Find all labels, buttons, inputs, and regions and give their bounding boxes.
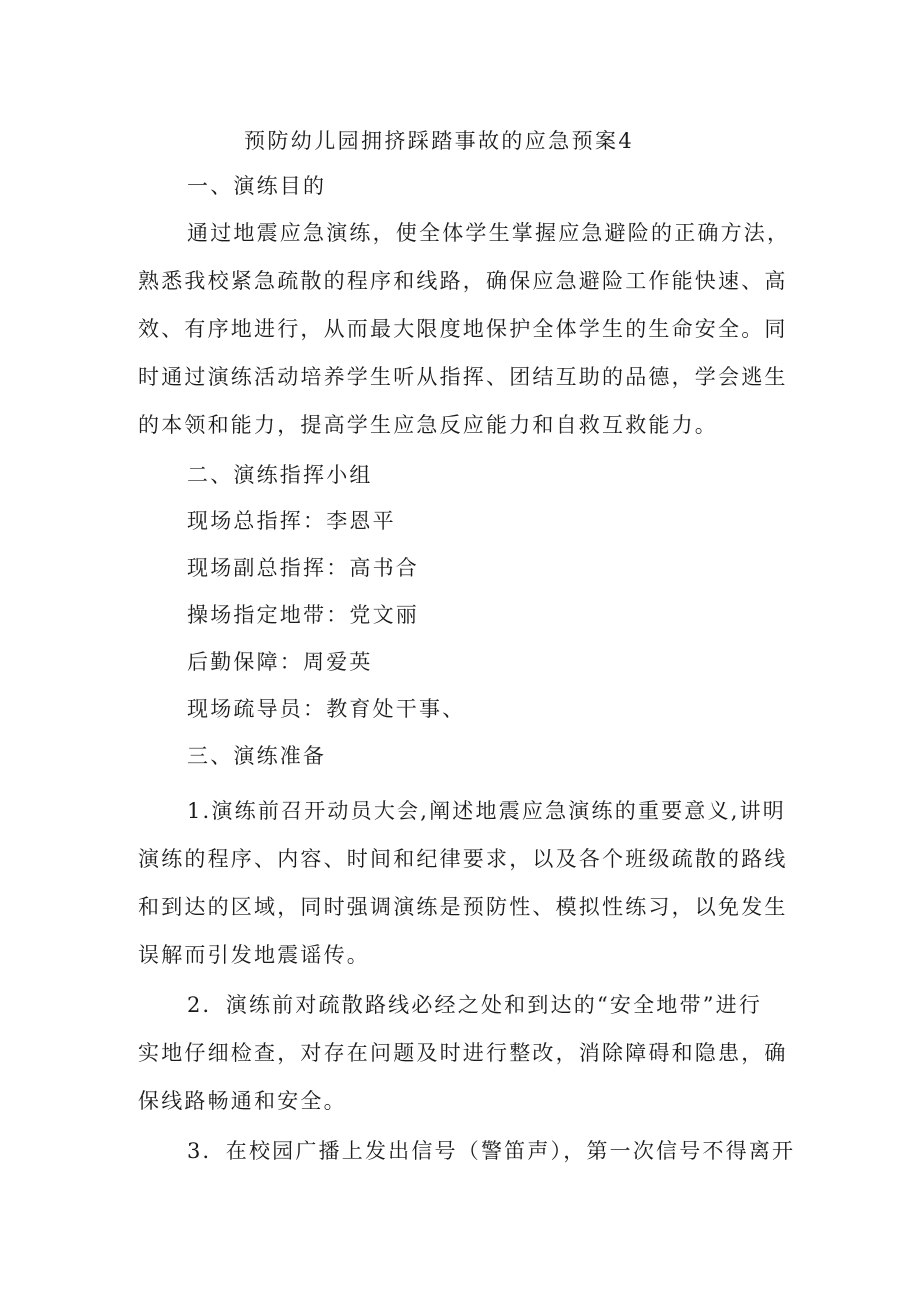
preparation-item-1-line: 1.演练前召开动员大会,阐述地震应急演练的重要意义,讲明 — [187, 799, 786, 823]
command-group-item: 操场指定地带：党文丽 — [187, 603, 419, 627]
document-title: 预防幼儿园拥挤踩踏事故的应急预案4 — [244, 129, 635, 153]
command-group-item: 现场疏导员：教育处干事、 — [187, 697, 466, 721]
preparation-item-2-line: 实地仔细检查，对存在问题及时进行整改，消除障碍和隐患，确 — [138, 1041, 788, 1065]
section-1-paragraph-line: 效、有序地进行，从而最大限度地保护全体学生的生命安全。同 — [138, 317, 788, 341]
section-1-paragraph-line: 的本领和能力，提高学生应急反应能力和自救互救能力。 — [138, 413, 718, 437]
command-group-item: 现场总指挥：李恩平 — [187, 509, 396, 533]
section-1-paragraph-line: 熟悉我校紧急疏散的程序和线路，确保应急避险工作能快速、高 — [138, 269, 788, 293]
command-group-item: 现场副总指挥：高书合 — [187, 556, 419, 580]
preparation-item-1-line: 和到达的区域，同时强调演练是预防性、模拟性练习，以免发生 — [138, 895, 788, 919]
preparation-item-2-line: 保线路畅通和安全。 — [138, 1089, 347, 1113]
command-group-item: 后勤保障：周爱英 — [187, 650, 373, 674]
preparation-item-1-line: 演练的程序、内容、时间和纪律要求，以及各个班级疏散的路线 — [138, 847, 788, 871]
section-1-paragraph-line: 通过地震应急演练，使全体学生掌握应急避险的正确方法， — [187, 221, 791, 245]
preparation-item-3-line: 3．在校园广播上发出信号（警笛声），第一次信号不得离开 — [187, 1139, 796, 1163]
preparation-item-2-line: 2．演练前对疏散路线必经之处和到达的“安全地带”进行 — [187, 993, 763, 1017]
section-2-heading: 二、演练指挥小组 — [187, 463, 373, 487]
preparation-item-1-line: 误解而引发地震谣传。 — [138, 943, 370, 967]
section-1-paragraph-line: 时通过演练活动培养学生听从指挥、团结互助的品德，学会逃生 — [138, 365, 788, 389]
section-3-heading: 三、演练准备 — [187, 744, 327, 768]
section-1-heading: 一、演练目的 — [187, 174, 327, 198]
